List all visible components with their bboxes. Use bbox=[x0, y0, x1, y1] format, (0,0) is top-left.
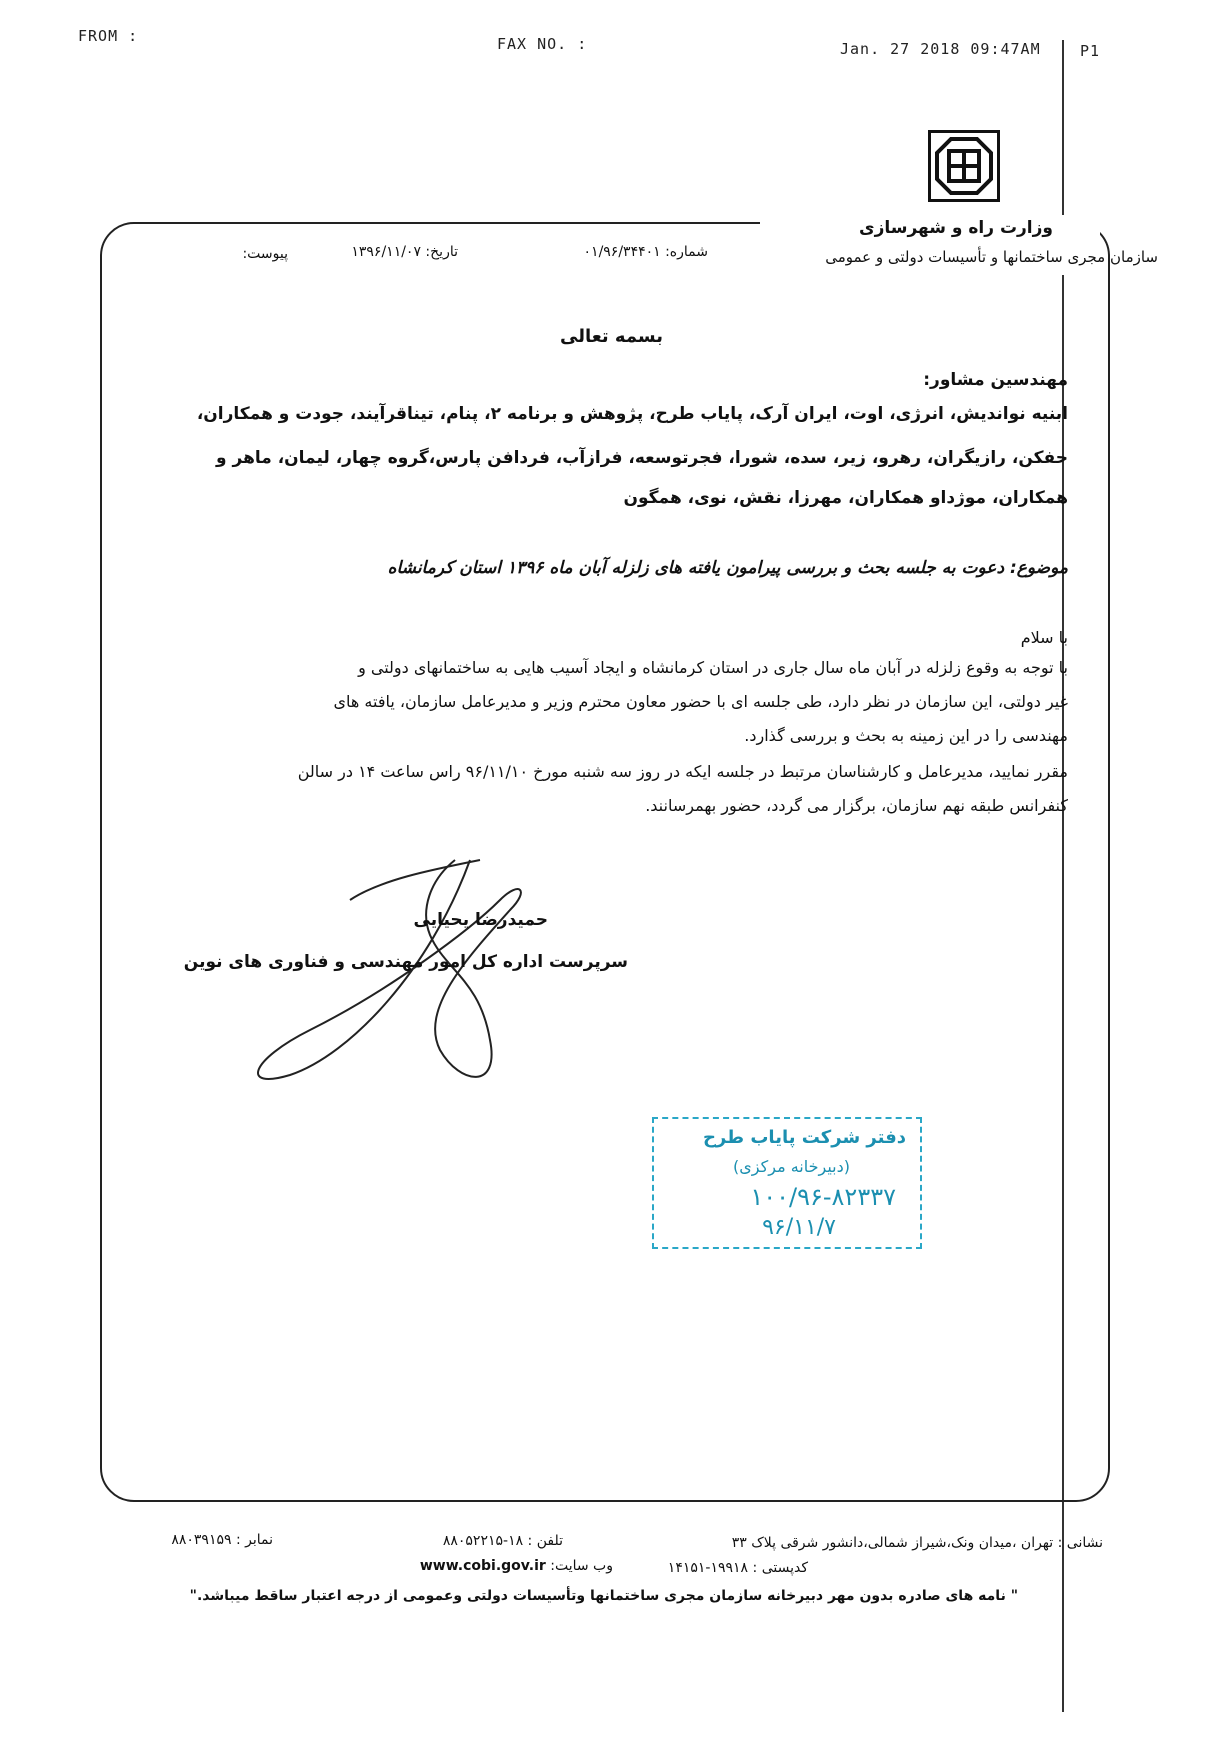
fax-datetime: Jan. 27 2018 09:47AM bbox=[840, 40, 1041, 58]
organization-name: سازمان مجری ساختمانها و تأسیسات دولتی و عمومی bbox=[825, 248, 1158, 266]
addressee-line-1: ابنیه نواندیش، انرژی، اوت، ایران آرک، پایاب طرح، پژوهش و برنامه ۲، پنام، تیناقرآیند، جودت و همکاران، bbox=[196, 404, 1068, 424]
signer-name: حمیدرضا یحیایی bbox=[413, 910, 548, 930]
footer-phone: تلفن : ۱۸-۸۸۰۵۲۲۱۵ bbox=[442, 1533, 563, 1549]
body-line-3: مهندسی را در این زمینه به بحث و بررسی گذارد. bbox=[744, 726, 1068, 745]
addressee-line-2: حفکن، رازیگران، رهرو، زیر، سده، شورا، فجرتوسعه، فرازآب، فردافن پارس،گروه چهار، لیمان، ماهر و bbox=[216, 448, 1068, 468]
letter-date bbox=[351, 244, 458, 260]
date-value: ۱۳۹۶/۱۱/۰۷ bbox=[351, 244, 421, 260]
stamp-company: دفتر شرکت پایاب طرح bbox=[702, 1127, 906, 1148]
footer-address: نشانی : تهران ،میدان ونک،شیراز شمالی،دانشور شرقی پلاک ۳۳ bbox=[731, 1535, 1103, 1551]
secretariat-stamp bbox=[652, 1117, 922, 1249]
body-line-5: کنفرانس طبقه نهم سازمان، برگزار می گردد، حضور بهمرسانند. bbox=[645, 796, 1068, 815]
website-link[interactable]: www.cobi.gov.ir bbox=[419, 1558, 546, 1574]
fax-page: P1 bbox=[1080, 42, 1101, 60]
footer-fax: نمابر : ۸۸۰۳۹۱۵۹ bbox=[171, 1532, 273, 1548]
attachment-label: پیوست: bbox=[242, 246, 288, 262]
ministry-emblem-icon bbox=[931, 133, 997, 199]
letter-number bbox=[584, 244, 708, 260]
greeting: با سلام bbox=[1020, 628, 1068, 647]
ministry-name: وزارت راه و شهرسازی bbox=[858, 218, 1053, 238]
invocation: بسمه تعالی bbox=[560, 326, 663, 347]
stamp-secretariat: (دبیرخانه مرکزی) bbox=[733, 1157, 850, 1176]
number-label: شماره: bbox=[665, 244, 708, 260]
letter-subject: موضوع: دعوت به جلسه بحث و بررسی پیرامون یافته های زلزله آبان ماه ۱۳۹۶ استان کرمانشاه bbox=[387, 558, 1068, 578]
signer-title: سرپرست اداره کل امور مهندسی و فناوری های نوین bbox=[183, 952, 628, 972]
handwritten-signature bbox=[230, 840, 560, 1110]
fax-number-label: FAX NO. : bbox=[497, 35, 588, 53]
footer-website bbox=[420, 1558, 613, 1574]
body-line-4: مقرر نمایید، مدیرعامل و کارشناسان مرتبط در جلسه ایکه در روز سه شنبه مورخ ۹۶/۱۱/۱۰ راس ساعت ۱۴ در سالن bbox=[297, 762, 1068, 781]
body-line-2: غیر دولتی، این سازمان در نظر دارد، طی جلسه ای با حضور معاون محترم وزیر و مدیرعامل سازمان، یافته های bbox=[333, 692, 1068, 711]
body-line-1: با توجه به وقوع زلزله در آبان ماه سال جاری در استان کرمانشاه و ایجاد آسیب هایی به ساختمانهای دولتی و bbox=[358, 658, 1068, 677]
ministry-logo bbox=[928, 130, 1000, 202]
fax-from-label: FROM : bbox=[78, 27, 139, 45]
number-value: ۰۱/۹۶/۳۴۴۰۱ bbox=[583, 244, 661, 260]
stamp-reference-number: ۱۰۰/۹۶-۸۲۳۳۷ bbox=[750, 1183, 896, 1211]
addressee-heading: مهندسین مشاور: bbox=[923, 370, 1068, 390]
addressee-line-3: همکاران، موژداو همکاران، مهرزا، نقش، نوی، همگون bbox=[623, 488, 1068, 508]
stamp-date: ۹۶/۱۱/۷ bbox=[762, 1215, 836, 1240]
website-label: وب سایت: bbox=[550, 1558, 613, 1574]
footer-validity-note: " نامه های صادره بدون مهر دبیرخانه سازمان مجری ساختمانها وتأسیسات دولتی وعمومی از درجه اعتبار ساقط میباشد." bbox=[189, 1588, 1018, 1604]
footer-postal-code: کدپستی : ۱۹۹۱۸-۱۴۱۵۱ bbox=[667, 1560, 808, 1576]
date-label: تاریخ: bbox=[425, 244, 458, 260]
